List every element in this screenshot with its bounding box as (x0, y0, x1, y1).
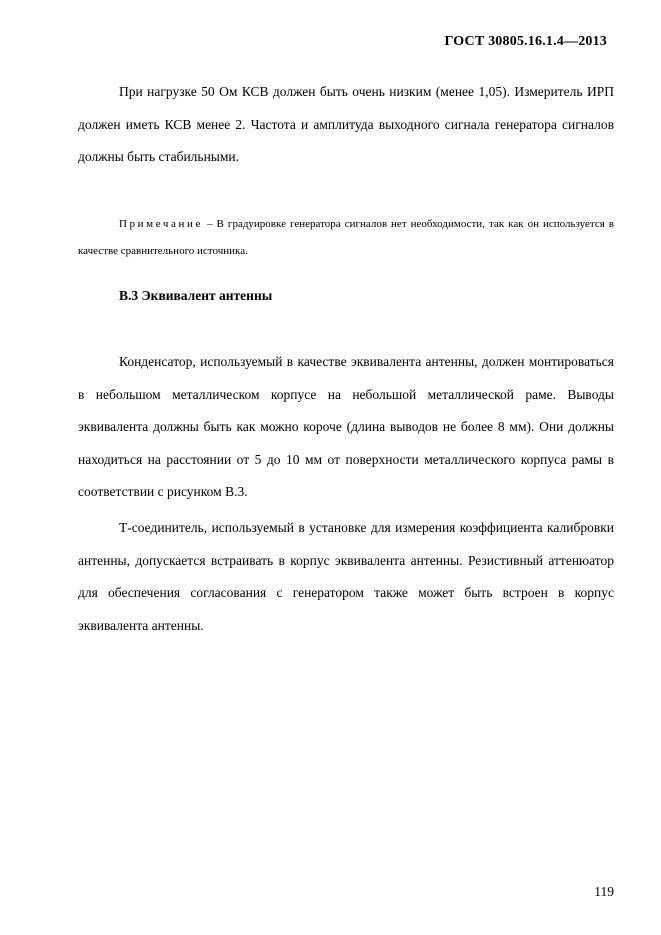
page-header-standard-number: ГОСТ 30805.16.1.4—2013 (444, 34, 607, 49)
note-block (78, 211, 614, 265)
note-label: Примечание (119, 218, 203, 230)
section-heading: В.3 Эквивалент антенны (119, 288, 273, 303)
paragraph-capacitor: Конденсатор, используемый в качестве эквивалента антенны, должен монтироваться в небольшом металлическом корпусе на небольшой металлической раме. Выводы эквивалента должны быть как можно короче (длина выводов не более 8 мм). Они должны находиться на расстоянии от 5 до 10 мм от поверхности металлического корпуса рамы в соответствии с рисунком В.3. (78, 354, 614, 499)
paragraph-t-connector: Т-соединитель, используемый в установке для измерения коэффициента калибровки антенны, допускается встраивать в корпус эквивалента антенны. Резистивный аттенюатор для обеспечения согласования с генератором также может быть встроен в корпус эквивалента антенны. (78, 520, 614, 633)
note-text: – В градуировке генератора сигналов нет необходимости, так как он используется в качестве сравнительного источника. (78, 218, 614, 257)
page-number: 119 (594, 884, 614, 899)
paragraph-load-ksv: При нагрузке 50 Ом КСВ должен быть очень низким (менее 1,05). Измеритель ИРП должен иметь КСВ менее 2. Частота и амплитуда выходного сигнала генератора сигналов должны быть стабильными. (78, 84, 614, 164)
